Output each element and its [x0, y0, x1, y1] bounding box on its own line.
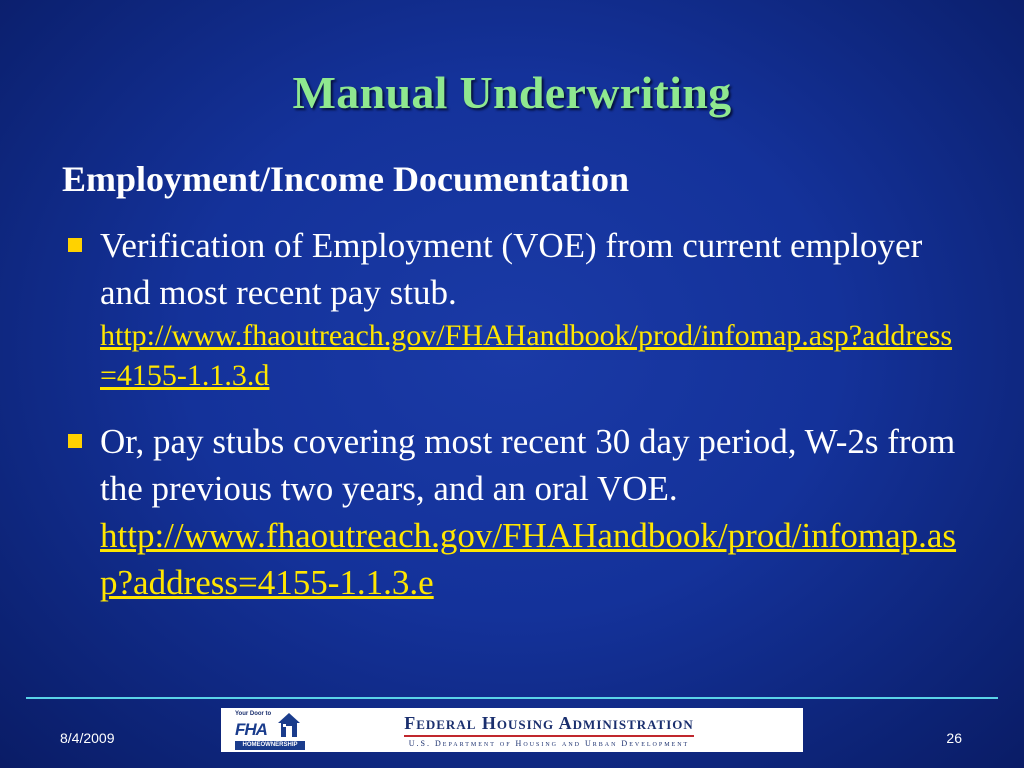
fha-badge-bar: HOMEOWNERSHIP	[235, 741, 305, 750]
page-number: 26	[946, 730, 962, 746]
house-icon	[277, 712, 301, 738]
agency-logotype	[355, 713, 743, 748]
square-bullet-icon	[68, 238, 82, 252]
agency-name: Federal Housing Administration	[404, 713, 694, 737]
square-bullet-icon	[68, 434, 82, 448]
bullet-text-2: Or, pay stubs covering most recent 30 day period, W-2s from the previous two years, and an oral VOE.	[100, 422, 956, 508]
fha-badge-letters: FHA	[235, 720, 267, 739]
handbook-link-1[interactable]: http://www.fhaoutreach.gov/FHAHandbook/prod/infomap.asp?address=4155-1.1.3.d	[100, 319, 953, 392]
section-heading: Employment/Income Documentation	[62, 159, 629, 199]
bullet-text-1: Verification of Employment (VOE) from current employer and most recent pay stub.	[100, 226, 923, 312]
fha-homeownership-logo	[231, 708, 315, 752]
slide-title: Manual Underwriting	[292, 67, 732, 118]
agency-subtitle: U.S. Department of Housing and Urban Development	[408, 738, 690, 748]
fha-badge-tagline: Your Door to	[235, 711, 272, 717]
handbook-link-2[interactable]: http://www.fhaoutreach.gov/FHAHandbook/prod/infomap.asp?address=4155-1.1.3.e	[100, 516, 957, 602]
bullet-item-1	[62, 222, 962, 396]
fha-logo-banner	[221, 708, 803, 752]
footer-date: 8/4/2009	[60, 730, 115, 746]
bullet-item-2	[62, 418, 962, 606]
footer-divider	[26, 697, 998, 699]
